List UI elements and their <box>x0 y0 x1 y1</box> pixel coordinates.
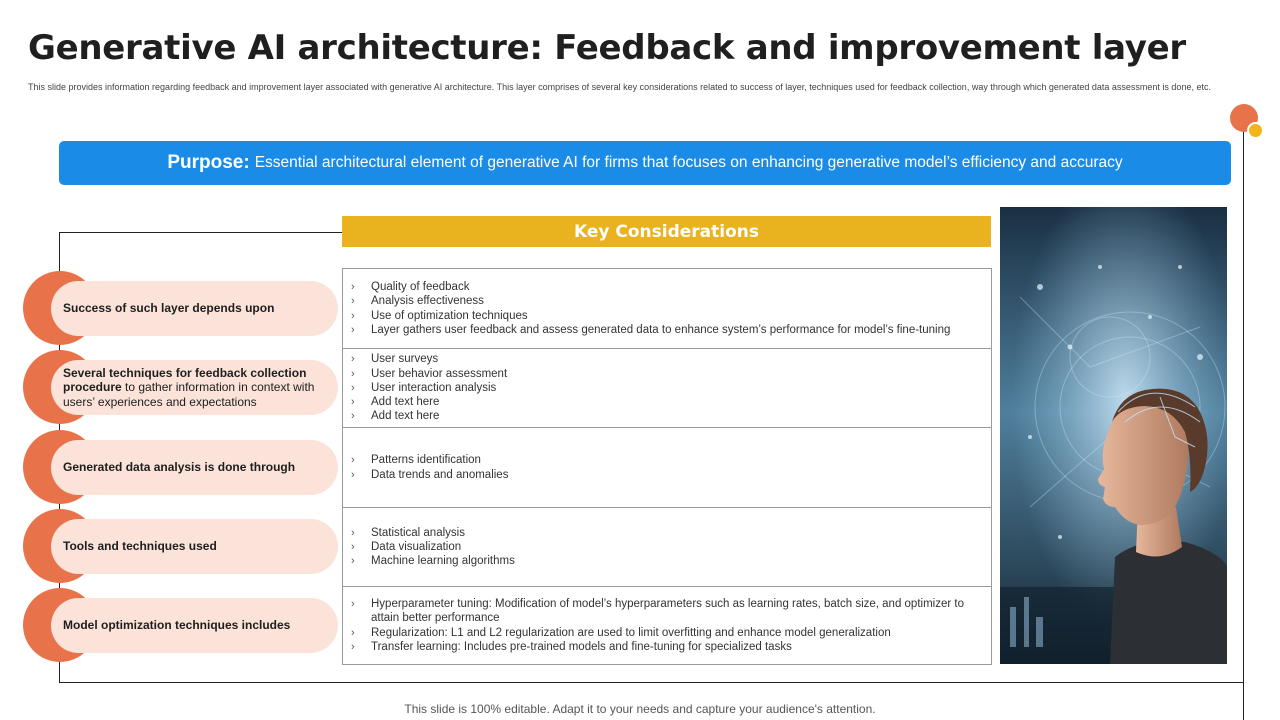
pill-body <box>51 360 338 415</box>
chevron-right-icon: › <box>351 396 355 409</box>
consideration-label-1 <box>23 281 338 336</box>
list-item: › Analysis effectiveness <box>351 295 484 308</box>
pill-body <box>51 440 338 495</box>
chevron-right-icon: › <box>351 640 355 653</box>
table-row <box>343 269 991 349</box>
pill-label-bold: Model optimization techniques includes <box>63 618 291 633</box>
table-row <box>343 428 991 508</box>
list-item: › Machine learning algorithms <box>351 555 515 568</box>
list-item: › Quality of feedback <box>351 280 470 293</box>
chevron-right-icon: › <box>351 353 355 366</box>
chevron-right-icon: › <box>351 626 355 639</box>
list-item: › Statistical analysis <box>351 526 465 539</box>
table-row <box>343 587 991 664</box>
purpose-label: Purpose: <box>167 152 250 173</box>
list-item: › Hyperparameter tuning: Modification of model’s hyperparameters such as learning rates, batch size, and optimizer to attain better performance <box>351 597 964 625</box>
chevron-right-icon: › <box>351 526 355 539</box>
table-row <box>343 508 991 587</box>
purpose-text: Essential architectural element of generative AI for firms that focuses on enhancing generative model’s efficiency and accuracy <box>254 154 1123 171</box>
purpose-banner <box>59 141 1231 185</box>
chevron-right-icon: › <box>351 597 355 610</box>
list-item: › User surveys <box>351 353 439 366</box>
consideration-label-4 <box>23 519 338 574</box>
pill-body <box>51 281 338 336</box>
list-item: › Transfer learning: Includes pre-trained models and fine-tuning for specialized tasks <box>351 640 792 653</box>
list-item: › Add text here <box>351 410 440 423</box>
pill-body <box>51 519 338 574</box>
pill-label-bold: Tools and techniques used <box>63 539 217 554</box>
ai-woman-image <box>1000 207 1227 664</box>
slide-subtitle: This slide provides information regarding feedback and improvement layer associated with generative AI architecture. This layer comprises of several key considerations related to success of layer, techniques used for feedback collection, way through which generated data assessment is done, etc. <box>28 82 1211 92</box>
chevron-right-icon: › <box>351 323 355 336</box>
considerations-table <box>342 268 992 665</box>
chevron-right-icon: › <box>351 280 355 293</box>
slide-title: Generative AI architecture: Feedback and improvement layer <box>28 28 1186 68</box>
chevron-right-icon: › <box>351 410 355 423</box>
consideration-label-3 <box>23 440 338 495</box>
chevron-right-icon: › <box>351 454 355 467</box>
list-item: › Data trends and anomalies <box>351 468 509 481</box>
chevron-right-icon: › <box>351 367 355 380</box>
pill-label-rest: to gather information in context with users’ experiences and expectations <box>63 380 315 409</box>
key-considerations-header: Key Considerations <box>342 216 991 247</box>
chevron-right-icon: › <box>351 540 355 553</box>
pill-label-bold: Several techniques for feedback collection procedure <box>63 365 307 395</box>
content-frame-top-line <box>59 232 343 233</box>
chevron-right-icon: › <box>351 468 355 481</box>
list-item: › User behavior assessment <box>351 367 508 380</box>
consideration-label-2 <box>23 360 338 415</box>
list-item: › Regularization: L1 and L2 regularization are used to limit overfitting and enhance model generalization <box>351 626 891 639</box>
list-item: › Patterns identification <box>351 454 481 467</box>
list-item: › Add text here <box>351 396 440 409</box>
list-item: › Use of optimization techniques <box>351 309 528 322</box>
list-item: › Data visualization <box>351 540 462 553</box>
list-item: › Layer gathers user feedback and assess generated data to enhance system’s performance for model’s fine-tuning <box>351 323 951 336</box>
chevron-right-icon: › <box>351 555 355 568</box>
chevron-right-icon: › <box>351 381 355 394</box>
chevron-right-icon: › <box>351 295 355 308</box>
chevron-right-icon: › <box>351 309 355 322</box>
decorative-circle-yellow <box>1247 122 1264 139</box>
pill-label-bold: Generated data analysis is done through <box>63 460 296 475</box>
pill-label-bold: Success of such layer depends upon <box>63 301 275 316</box>
pill-body <box>51 598 338 653</box>
slide-footer: This slide is 100% editable. Adapt it to your needs and capture your audience's attention. <box>404 702 876 716</box>
list-item: › User interaction analysis <box>351 381 497 394</box>
table-row <box>343 349 991 428</box>
consideration-label-5 <box>23 598 338 653</box>
